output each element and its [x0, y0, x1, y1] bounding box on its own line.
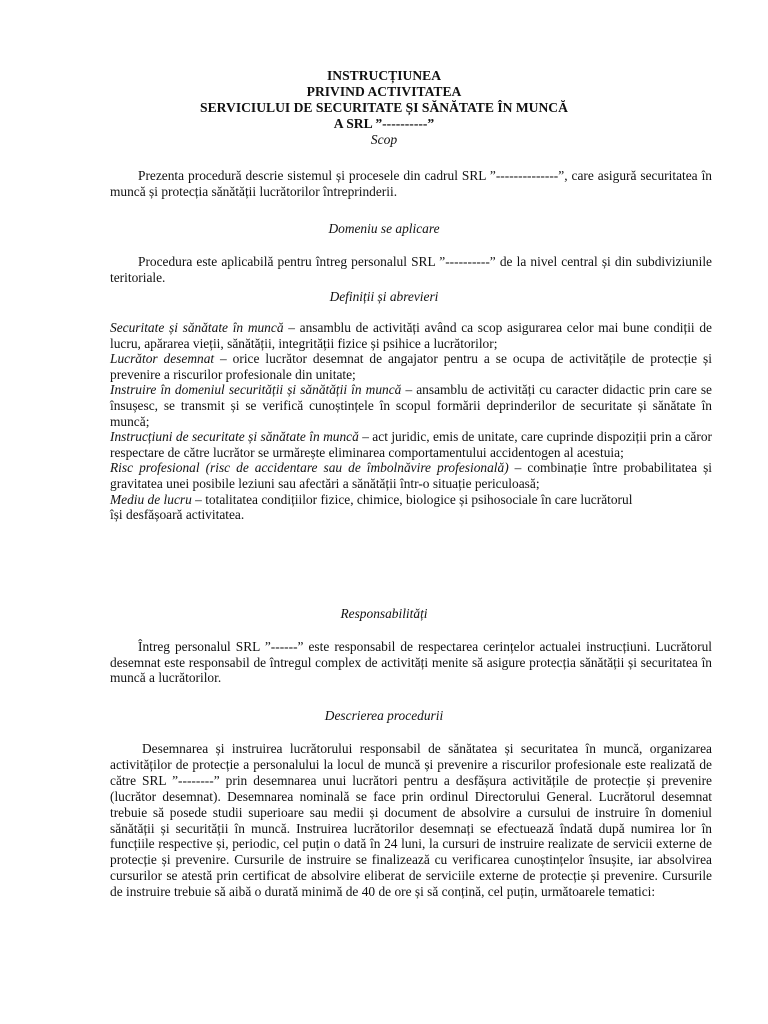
- responsibilities-text: Întreg personalul SRL ”------” este responsabil de respectarea cerințelor actualei instrucțiuni. Lucrătorul desemnat este responsabil de întregul complex de activități menite să asigure protecția sănătății și securitatea în muncă a lucrătorilor.: [110, 639, 712, 686]
- definition-term: Securitate și sănătate în muncă: [110, 320, 284, 335]
- procedure-paragraph: [110, 741, 712, 900]
- definition-item: [110, 382, 712, 429]
- scope-text: Prezenta procedură descrie sistemul și procesele din cadrul SRL ”--------------”, care asigură securitatea în muncă și protecția sănătății lucrătorilor întreprinderii.: [110, 168, 712, 199]
- definition-item: [110, 492, 712, 508]
- title-line-1: INSTRUCȚIUNEA: [326, 68, 442, 83]
- definition-term: Mediu de lucru: [110, 491, 192, 507]
- responsibilities-heading: Responsabilități: [340, 606, 428, 621]
- domain-heading: Domeniu se aplicare: [328, 221, 440, 236]
- domain-paragraph: [110, 254, 712, 285]
- definitions-list: [110, 320, 712, 523]
- domain-text: Procedura este aplicabilă pentru întreg personalul SRL ”----------” de la nivel central și din subdiviziunile teritoriale.: [110, 254, 712, 285]
- definitions-heading: Definiții și abrevieri: [329, 289, 439, 304]
- title-line-3: SERVICIULUI DE SECURITATE ȘI SĂNĂTATE ÎN MUNCĂ: [200, 100, 568, 115]
- definition-text: – ansamblu de activități având ca scop asigurarea celor mai bune condiții de lucru, apărarea vieții, sănătății, integrității fizice și psihice a lucrătorilor;: [110, 320, 712, 351]
- definition-text: – combinație între probabilitatea și gravitatea unei posibile leziuni sau afectări a sănătății într-o situație periculoasă;: [110, 460, 713, 491]
- scope-paragraph: [110, 168, 712, 199]
- definition-item: [110, 351, 712, 382]
- title-line-2: PRIVIND ACTIVITATEA: [306, 84, 462, 99]
- definition-term: Instrucțiuni de securitate și sănătate în muncă: [110, 429, 359, 445]
- definition-term: Lucrător desemnat: [110, 351, 215, 367]
- definition-text: – ansamblu de activități cu caracter didactic prin care se însușesc, se transmit și se verifică cunoștințele în scopul formării deprinderilor de securitate și sănătate în muncă;: [110, 382, 713, 429]
- title-line-4: A SRL ”----------”: [333, 116, 435, 131]
- definition-last-line: își desfășoară activitatea.: [110, 507, 245, 523]
- definition-term: Risc profesional (risc de accidentare sau de îmbolnăvire profesională): [110, 460, 509, 476]
- definition-text: – orice lucrător desemnat de angajator pentru a se ocupa de activitățile de protecție și prevenire a riscurilor profesionale din unitate;: [110, 351, 712, 382]
- definition-item: [110, 429, 712, 460]
- responsibilities-paragraph: [110, 639, 712, 686]
- definition-text: – totalitatea condițiilor fizice, chimice, biologice și psihosociale în care lucrătorul: [191, 491, 633, 507]
- procedure-heading: Descrierea procedurii: [324, 708, 444, 723]
- scope-heading: Scop: [370, 132, 398, 147]
- document-title-block: [0, 68, 768, 148]
- definition-item: [110, 320, 712, 351]
- definition-item: [110, 460, 712, 491]
- procedure-text: Desemnarea și instruirea lucrătorului responsabil de sănătatea și securitatea în muncă, organizarea activităților de protecție a personalului la locul de muncă și prevenire a riscurilor profesionale este realizată de către SRL ”--------” prin desemnarea unui lucrători pentru a desfășura activitățile de protecție și prevenire (lucrător desemnat). Desemnarea nominală se face prin ordinul Directorului General. Lucrătorul desemnat trebuie să posede studii superioare sau medii și document de absolvire a cursului de instruire în domeniul sănătății și securității în muncă. Instruirea lucrătorilor desemnați se efectuează îndată după numirea lor în funcțiile respective și, periodic, cel puțin o dată în 24 luni, la cursuri de instruire realizate de servicii externe de protecție și prevenire. Cursurile de instruire se finalizează cu verificarea cunoștințelor însușite, iar absolvirea cursurilor se atestă prin certificat de absolvire eliberat de serviciile externe de protecție și prevenire. Cursurile de instruire trebuie să aibă o durată minimă de 40 de ore și să conțină, cel puțin, următoarele tematici:: [110, 741, 712, 900]
- definition-text: – act juridic, emis de unitate, care cuprinde dispoziții prin a căror respectare de către lucrător se urmărește eliminarea comportamentului accidentogen al acestuia;: [110, 429, 712, 460]
- definition-term: Instruire în domeniul securității și sănătății în muncă: [110, 382, 402, 398]
